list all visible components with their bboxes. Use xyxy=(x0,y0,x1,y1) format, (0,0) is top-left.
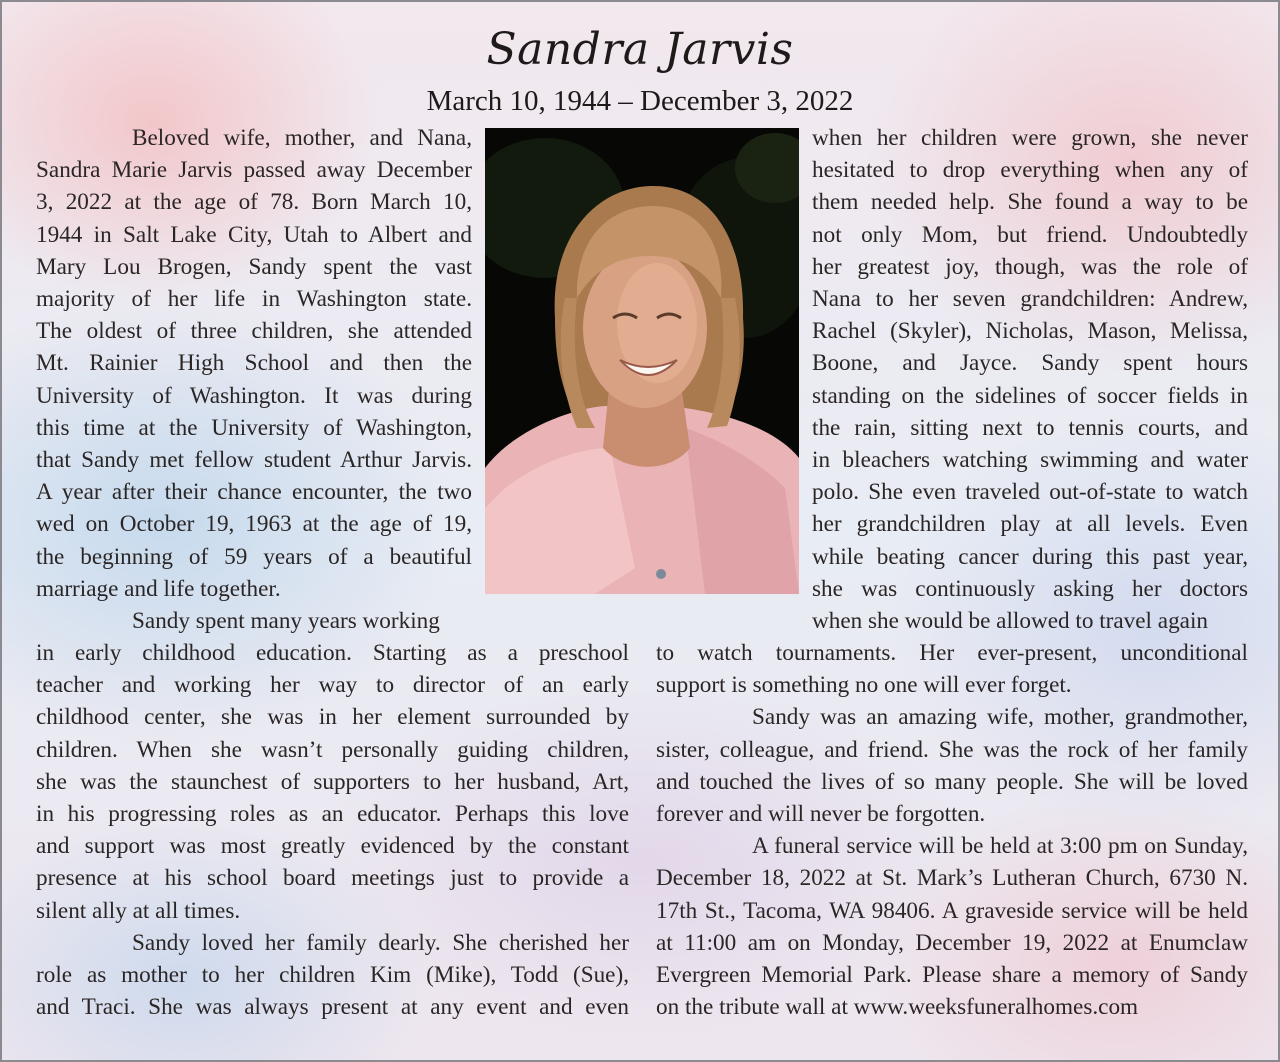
text-line: not only Mom, but friend. Undoubtedly xyxy=(812,221,1248,248)
text-line: Sandy was an amazing wife, mother, grandmother, xyxy=(752,704,1248,731)
text-line: Nana to her seven grandchildren: Andrew, xyxy=(812,286,1248,313)
right-lower-column xyxy=(656,637,1248,1023)
text-line: the beginning of 59 years of a beautiful xyxy=(36,543,472,570)
text-line: this time at the University of Washington, xyxy=(36,414,472,441)
text-line: the rain, sitting next to tennis courts, and xyxy=(812,414,1248,441)
text-line: Sandra Marie Jarvis passed away December xyxy=(36,157,472,184)
text-line: marriage and life together. xyxy=(36,575,281,602)
text-line: wed on October 19, 1963 at the age of 19, xyxy=(36,511,472,538)
text-line: she was continuously asking her doctors xyxy=(812,575,1248,602)
text-line: University of Washington. It was during xyxy=(36,382,472,409)
text-line: when her children were grown, she never xyxy=(812,125,1248,151)
text-line: and support was most greatly evidenced by the constant xyxy=(36,833,629,860)
text-line: in early childhood education. Starting as a preschool xyxy=(36,640,629,666)
intro-column xyxy=(36,122,472,637)
text-line: on the tribute wall at www.weeksfuneralhomes.com xyxy=(656,994,1139,1021)
text-line: Boone, and Jayce. Sandy spent hours xyxy=(812,350,1248,377)
text-line: childhood center, she was in her element surrounded by xyxy=(36,704,629,731)
text-line: her greatest joy, though, was the role of xyxy=(812,253,1248,280)
text-line: hesitated to drop everything when any of xyxy=(812,157,1248,184)
text-line: teacher and working her way to director of an early xyxy=(36,672,629,699)
text-line: in his progressing roles as an educator. Perhaps this love xyxy=(36,801,629,828)
portrait-photo xyxy=(485,128,799,594)
text-line: Sandy loved her family dearly. She cherished her xyxy=(132,929,629,956)
text-line: in bleachers watching swimming and water xyxy=(812,447,1248,474)
text-line: and touched the lives of so many people. She will be loved xyxy=(656,768,1248,795)
text-line: polo. She even traveled out-of-state to watch xyxy=(812,479,1248,506)
text-line: 17th St., Tacoma, WA 98406. A graveside service will be held xyxy=(656,897,1248,924)
text-line: A funeral service will be held at 3:00 pm on Sunday, xyxy=(752,833,1248,860)
text-line: to watch tournaments. Her ever-present, unconditional xyxy=(656,640,1248,666)
text-line: majority of her life in Washington state. xyxy=(36,286,472,313)
text-line: sister, colleague, and friend. She was the rock of her family xyxy=(656,736,1248,763)
text-line: A year after their chance encounter, the two xyxy=(36,479,472,506)
text-line: presence at his school board meetings just to provide a xyxy=(36,865,629,892)
text-line: children. When she wasn’t personally guiding children, xyxy=(36,736,629,763)
text-line: Sandy spent many years working xyxy=(132,608,440,635)
text-line: that Sandy met fellow student Arthur Jarvis. xyxy=(36,447,472,474)
text-line: Mt. Rainier High School and then the xyxy=(36,350,472,377)
text-line: Rachel (Skyler), Nicholas, Mason, Melissa, xyxy=(812,318,1248,345)
right-upper-column xyxy=(812,122,1248,637)
text-line: 3, 2022 at the age of 78. Born March 10, xyxy=(36,189,472,216)
left-lower-column xyxy=(36,637,629,1023)
text-line: Beloved wife, mother, and Nana, xyxy=(132,125,472,151)
text-line: support is something no one will ever forget. xyxy=(656,672,1072,699)
text-line: Evergreen Memorial Park. Please share a memory of Sandy xyxy=(656,962,1248,989)
text-line: when she would be allowed to travel again xyxy=(812,608,1208,635)
text-line: while beating cancer during this past year, xyxy=(812,543,1248,570)
text-line: her grandchildren play at all levels. Even xyxy=(812,511,1248,538)
text-line: December 18, 2022 at St. Mark’s Lutheran Church, 6730 N. xyxy=(656,865,1248,892)
text-line: forever and will never be forgotten. xyxy=(656,801,986,828)
text-line: silent ally at all times. xyxy=(36,897,241,924)
text-line: The oldest of three children, she attended xyxy=(36,318,472,345)
portrait-photo-icon xyxy=(485,128,799,594)
text-line: and Traci. She was always present at any event and even xyxy=(36,994,629,1021)
text-line: them needed help. She found a way to be xyxy=(812,189,1248,216)
text-line: role as mother to her children Kim (Mike), Todd (Sue), xyxy=(36,962,629,989)
text-line: at 11:00 am on Monday, December 19, 2022 at Enumclaw xyxy=(656,929,1248,956)
text-line: Mary Lou Brogen, Sandy spent the vast xyxy=(36,253,472,280)
text-line: she was the staunchest of supporters to her husband, Art, xyxy=(36,768,629,795)
life-dates: March 10, 1944 – December 3, 2022 xyxy=(426,85,854,117)
text-line: standing on the sidelines of soccer fields in xyxy=(812,382,1248,409)
text-line: 1944 in Salt Lake City, Utah to Albert and xyxy=(36,221,472,248)
obituary-name: Sandra Jarvis xyxy=(486,24,794,75)
